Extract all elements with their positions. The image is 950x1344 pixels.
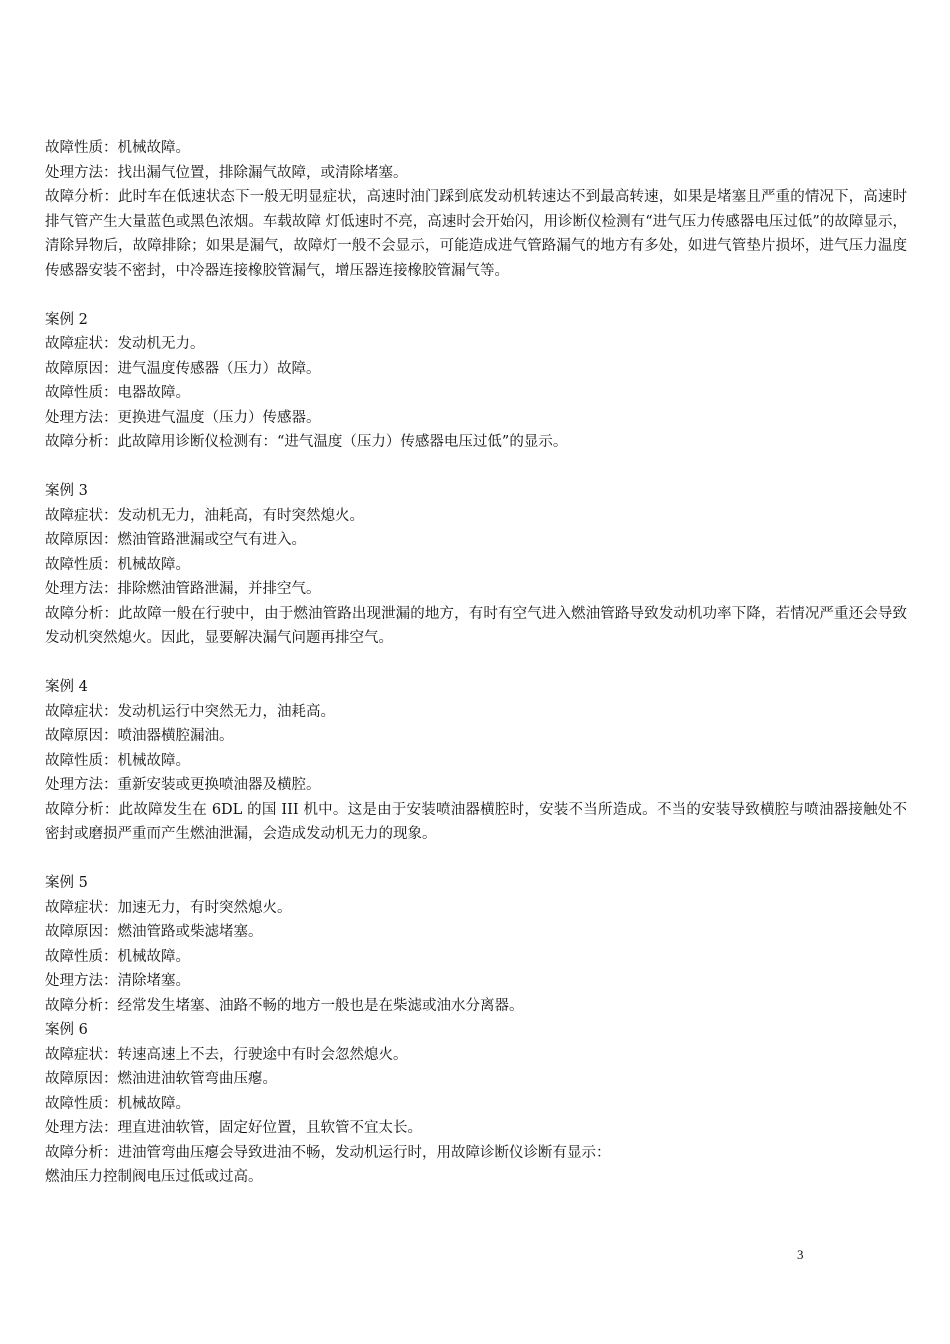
page-number: 3 <box>797 1247 804 1262</box>
fault-nature: 故障性质：机械故障。 <box>45 556 190 573</box>
fault-cause: 故障原因：燃油管路或柴滤堵塞。 <box>45 924 263 940</box>
treatment-method: 处理方法：排除燃油管路泄漏，并排空气。 <box>45 581 321 597</box>
case-5-section <box>45 871 907 1018</box>
fault-nature: 故障性质：机械故障。 <box>45 948 190 965</box>
spacer <box>45 847 907 872</box>
fault-analysis: 故障分析：进油管弯曲压瘪会导致进油不畅，发动机运行时，用故障诊断仪诊断有显示： <box>45 1144 611 1161</box>
spacer <box>45 651 907 676</box>
case-4-section <box>45 675 907 847</box>
fault-nature: 故障性质：电器故障。 <box>45 385 190 401</box>
fault-cause: 故障原因：燃油管路泄漏或空气有进入。 <box>45 532 306 548</box>
fault-symptom: 故障症状：转速高速上不去，行驶途中有时会忽然熄火。 <box>45 1046 408 1063</box>
fault-cause: 故障原因：喷油器横腔漏油。 <box>45 728 234 744</box>
fault-symptom: 故障症状：加速无力，有时突然熄火。 <box>45 899 292 916</box>
fault-cause: 故障原因：燃油进油软管弯曲压瘪。 <box>45 1071 277 1087</box>
treatment-method: 处理方法：找出漏气位置，排除漏气故障，或清除堵塞。 <box>45 164 408 181</box>
fault-symptom: 故障症状：发动机无力。 <box>45 336 205 352</box>
treatment-method: 处理方法：清除堵塞。 <box>45 973 190 989</box>
fault-cause: 故障原因：进气温度传感器（压力）故障。 <box>45 360 321 377</box>
treatment-method: 处理方法：更换进气温度（压力）传感器。 <box>45 409 321 426</box>
treatment-method: 处理方法：重新安装或更换喷油器及横腔。 <box>45 777 321 793</box>
fault-analysis: 故障分析：经常发生堵塞、油路不畅的地方一般也是在柴滤或油水分离器。 <box>45 997 524 1014</box>
case-title: 案例 4 <box>45 679 88 695</box>
case-6-section <box>45 1018 907 1190</box>
case-3-section <box>45 479 907 651</box>
fault-analysis-continued: 燃油压力控制阀电压过低或过高。 <box>45 1169 263 1185</box>
fault-analysis: 故障分析：此故障发生在 6DL 的国 III 机中。这是由于安装喷油器横腔时，安装不当所造成。不当的安装导致横腔与喷油器接触处不密封或磨损严重而产生燃油泄漏，会造成发动机无力的现象。 <box>45 801 907 842</box>
fault-analysis: 故障分析：此时车在低速状态下一般无明显症状，高速时油门踩到底发动机转速达不到最高转速，如果是堵塞且严重的情况下，高速时排气管产生大量蓝色或黑色浓烟。车载故障 灯低速时不亮，高速时会开始闪，用诊断仪检测有“进气压力传感器电压过低”的故障显示，清除异物后，故障排除；如果是漏气，故障灯一般不会显示，可能造成进气管路漏气的地方有多处，如进气管垫片损坏，进气压力温度传感器安装不密封，中冷器连接橡胶管漏气，增压器连接橡胶管漏气等。 <box>45 189 907 279</box>
case-title: 案例 3 <box>45 483 88 499</box>
fault-nature: 故障性质：机械故障。 <box>45 752 190 769</box>
treatment-method: 处理方法：理直进油软管，固定好位置，且软管不宜太长。 <box>45 1120 422 1136</box>
case-title: 案例 2 <box>45 311 88 328</box>
fault-nature: 故障性质：机械故障。 <box>45 140 190 156</box>
spacer <box>45 455 907 480</box>
intro-section <box>45 136 907 283</box>
case-title: 案例 5 <box>45 875 88 891</box>
document-body <box>45 136 907 1190</box>
fault-nature: 故障性质：机械故障。 <box>45 1095 190 1112</box>
fault-symptom: 故障症状：发动机无力，油耗高，有时突然熄火。 <box>45 507 364 524</box>
case-title: 案例 6 <box>45 1022 88 1038</box>
fault-analysis: 故障分析：此故障用诊断仪检测有：“进气温度（压力）传感器电压过低”的显示。 <box>45 434 568 450</box>
spacer <box>45 283 907 308</box>
case-2-section <box>45 308 907 455</box>
fault-symptom: 故障症状：发动机运行中突然无力，油耗高。 <box>45 703 335 720</box>
fault-analysis: 故障分析：此故障一般在行驶中，由于燃油管路出现泄漏的地方，有时有空气进入燃油管路导致发动机功率下降，若情况严重还会导致发动机突然熄火。因此，显要解决漏气问题再排空气。 <box>45 605 907 646</box>
